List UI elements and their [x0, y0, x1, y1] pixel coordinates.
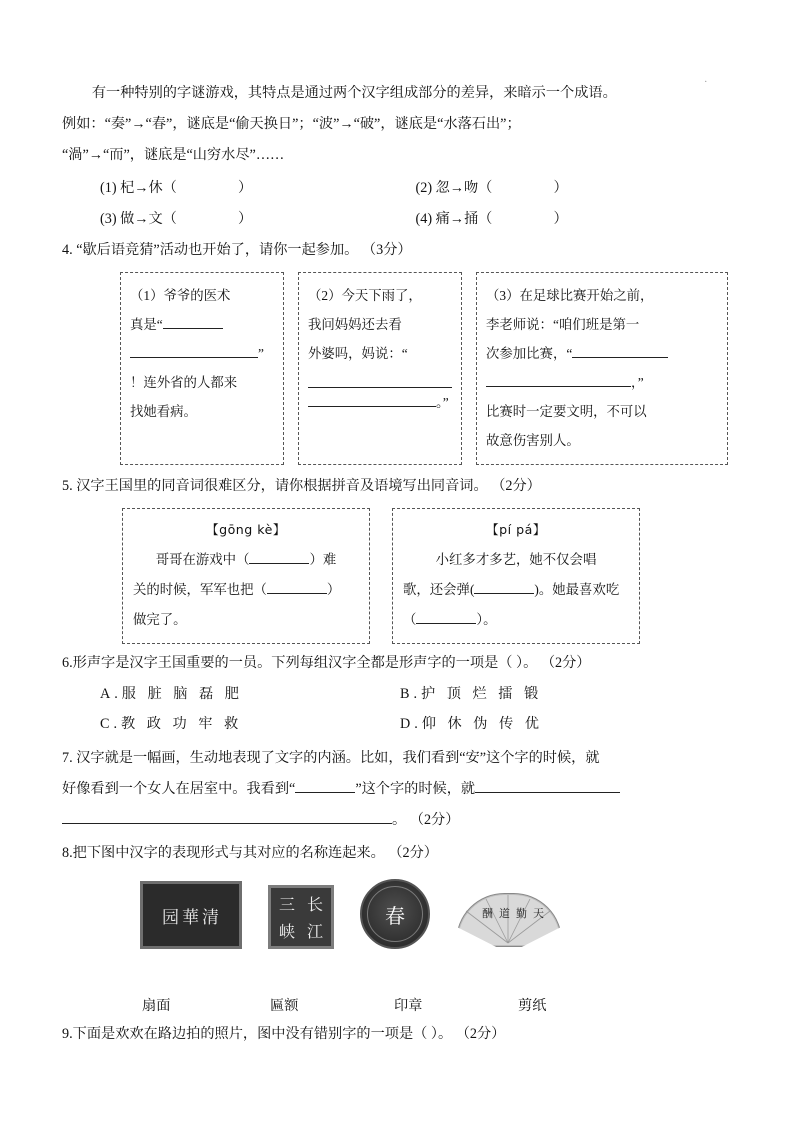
question-7-blank-2[interactable]	[475, 778, 620, 793]
riddle-item-4	[416, 204, 732, 235]
question-6-option-b[interactable]: B.护 顶 烂 擂 锻	[400, 686, 543, 702]
riddle-label-1: (1)	[100, 180, 117, 196]
question-4-text: 4. “歇后语竞猜”活动也开始了，请你一起参加。	[62, 242, 359, 258]
riddle-text-2: 忽→吻（	[435, 180, 493, 196]
q4-box2-line3: 外婆吗，妈说：“	[308, 346, 408, 361]
question-7-line-1: 7. 汉字就是一幅画，生动地表现了文字的内涵。比如，我们看到“安”这个字的时候，就	[62, 750, 600, 766]
riddle-item-3	[100, 204, 416, 235]
question-8-label-row	[142, 995, 731, 1015]
q5-box2-line2	[403, 575, 629, 605]
q4-box1-line4: ！连外省的人都来	[130, 375, 238, 390]
q4-box3-blank-1[interactable]	[572, 344, 668, 358]
question-7-line-3	[62, 805, 731, 836]
q4-box2-line2: 我问妈妈还去看	[308, 317, 402, 332]
q5-box1-line2-tail: ）	[326, 582, 341, 597]
question-6-text: 6.形声字是汉字王国重要的一员。下列每组汉字全都是形声字的一项是（ ）。	[62, 655, 538, 671]
question-7-line-2-tail: ”这个字的时候，就	[355, 781, 476, 797]
question-7-period: 。	[392, 812, 407, 828]
riddle-close-4: ）	[553, 211, 568, 227]
q5-box2-line3-text: （	[403, 612, 417, 627]
artwork-plaque-changjiangsanxia[interactable]	[268, 885, 334, 949]
q4-box1-blank-1[interactable]	[163, 315, 223, 329]
artwork-4-char-1: 酬	[482, 908, 493, 920]
artwork-4-char-4: 天	[533, 908, 544, 920]
intro-line-3: “渦”→“而”，谜底是“山穷水尽”……	[62, 147, 285, 163]
question-6-stem	[62, 648, 731, 679]
intro-line-1: 有一种特别的字谜游戏，其特点是通过两个汉字组成部分的差异，来暗示一个成语。	[91, 85, 617, 101]
question-7-line-2-text: 好像看到一个女人在居室中。我看到“	[62, 781, 296, 797]
q4-box2-blank-line-1[interactable]	[308, 374, 452, 388]
question-5-stem	[62, 471, 731, 502]
page-corner-mark: .	[704, 74, 707, 85]
artwork-1-char-2: 華	[182, 907, 200, 927]
q4-box2-line1: （2）今天下雨了，	[308, 288, 422, 303]
q5-box2-line1: 小红多才多艺，她不仅会唱	[435, 552, 597, 567]
q4-box3-line4	[486, 368, 718, 397]
q5-box1-line2	[133, 575, 359, 605]
q4-box3-line1: （3）在足球比赛开始之前，	[486, 288, 654, 303]
q4-box2-blank-2[interactable]	[308, 393, 436, 407]
artwork-2-char-4: 江	[306, 924, 323, 941]
riddle-text-3: 做→文（	[120, 211, 177, 227]
riddle-label-2: (2)	[415, 180, 433, 196]
q4-box3-line3-text: 次参加比赛，“	[486, 346, 573, 361]
q5-box2-line2-tail: )。她最喜欢吃	[534, 582, 620, 597]
question-4-score: （3分）	[361, 242, 412, 258]
intro-line-2: 例如：“奏”→“春”，谜底是“偷天换日”；“波”→“破”，谜底是“水落石出”；	[62, 116, 521, 132]
q4-box2-line5	[308, 388, 452, 417]
label-yinzhang[interactable]: 印章	[394, 998, 423, 1014]
question-5-score: （2分）	[491, 478, 541, 494]
q5-box1-line3: 做完了。	[133, 612, 187, 627]
riddle-close-1: ）	[237, 180, 253, 196]
riddle-item-2	[416, 173, 732, 204]
artwork-3-char-1: 春	[385, 905, 405, 928]
q5-box2-line2-text: 歌，还会弹(	[403, 582, 475, 597]
riddle-text-1: 杞→休（	[120, 180, 177, 196]
artwork-4-char-3: 勤	[516, 908, 527, 920]
q4-box1-quote-close: ”	[258, 346, 264, 361]
riddle-label-4: (4)	[415, 211, 433, 227]
question-8-artwork-row	[140, 879, 731, 949]
q5-box1-blank-1[interactable]	[249, 550, 309, 564]
q4-box1-line2	[130, 310, 274, 339]
q4-box1-line5: 找她看病。	[130, 404, 197, 419]
label-bian-e[interactable]: 匾额	[270, 998, 299, 1014]
question-6-options-row-1	[100, 679, 731, 709]
q5-box2-pinyin: 【pí pá】	[486, 522, 546, 537]
artwork-1-char-3: 清	[202, 907, 220, 927]
question-7-blank-1[interactable]	[295, 778, 355, 793]
q5-box1-line2-text: 关的时候，军军也把（	[133, 582, 267, 597]
q5-box2-blank-1[interactable]	[474, 580, 534, 594]
question-7-blank-3[interactable]	[62, 809, 392, 824]
label-shanmian[interactable]: 扇面	[142, 998, 171, 1014]
artwork-2-char-2: 长	[306, 897, 323, 914]
question-8-score: （2分）	[388, 845, 438, 861]
artwork-4-char-2: 道	[499, 908, 510, 920]
q4-box-2[interactable]	[298, 272, 462, 465]
riddle-label-3: (3)	[100, 211, 117, 227]
q4-box3-line6: 故意伤害别人。	[486, 433, 580, 448]
question-6-option-d[interactable]: D.仰 休 伪 传 优	[400, 716, 543, 732]
riddle-item-1	[100, 173, 416, 204]
q5-box2-line3-tail: ）。	[476, 612, 497, 627]
question-6-options-row-2	[100, 709, 731, 739]
riddle-close-2: ）	[553, 180, 568, 196]
question-6-option-a[interactable]: A.服 脏 脑 磊 肥	[100, 686, 243, 702]
artwork-4-chars	[482, 905, 544, 921]
riddle-close-3: ）	[237, 211, 253, 227]
artwork-1-chars	[162, 903, 220, 928]
q5-box-2[interactable]	[392, 508, 640, 644]
riddle-text-4: 痛→捅（	[435, 211, 493, 227]
question-5-text: 5. 汉字王国里的同音词很难区分，请你根据拼音及语境写出同音词。	[62, 478, 488, 494]
question-8-stem	[62, 838, 731, 869]
question-7-score: （2分）	[409, 812, 460, 828]
q5-box1-blank-2[interactable]	[267, 580, 327, 594]
question-4-boxes	[120, 272, 731, 465]
q4-box2-close: 。”	[436, 395, 449, 411]
artwork-round-seal-chun[interactable]	[360, 879, 430, 949]
q4-box3-close: ，”	[631, 375, 644, 390]
q5-box-1[interactable]	[122, 508, 370, 644]
riddle-grid	[100, 173, 731, 235]
question-5-boxes	[122, 508, 731, 644]
q4-box1-blank-2[interactable]	[130, 344, 258, 358]
artwork-2-char-1: 三	[278, 897, 295, 914]
q5-box1-pinyin: 【gōng kè】	[206, 522, 286, 537]
question-8-text: 8.把下图中汉字的表现形式与其对应的名称连起来。	[62, 845, 385, 861]
question-9-score: （2分）	[455, 1026, 506, 1042]
q4-box-1[interactable]	[120, 272, 284, 465]
q4-box-3[interactable]	[476, 272, 728, 465]
artwork-1-char-1: 园	[162, 907, 180, 927]
q4-box3-blank-2[interactable]	[486, 373, 631, 387]
question-9-stem	[62, 1019, 731, 1050]
question-6-score: （2分）	[540, 655, 591, 671]
q5-box1-line1	[133, 545, 359, 575]
q4-box3-line5: 比赛时一定要文明，不可以	[486, 404, 647, 419]
label-jianzhi[interactable]: 剪纸	[518, 998, 547, 1014]
artwork-plaque-qinghuayuan[interactable]	[140, 881, 242, 949]
question-9-text: 9.下面是欢欢在路边拍的照片，图中没有错别字的一项是（ ）。	[62, 1026, 453, 1042]
q4-box1-line2-text: 真是“	[130, 317, 163, 332]
q4-box1-line3	[130, 339, 274, 368]
q4-box1-line1: （1）爷爷的医术	[130, 288, 231, 303]
q5-box1-line1-text: 哥哥在游戏中（	[155, 552, 250, 567]
artwork-2-char-3: 峡	[278, 924, 295, 941]
q4-box3-line2: 李老师说：“咱们班是第一	[486, 317, 640, 332]
q5-box1-line1-tail: ）难	[309, 552, 337, 567]
q4-box3-line3	[486, 339, 718, 368]
artwork-fan[interactable]	[456, 893, 560, 949]
q5-box2-blank-2[interactable]	[416, 610, 476, 624]
q4-box2-blank-1[interactable]	[308, 374, 452, 388]
question-7-line-2	[62, 774, 731, 805]
question-6-option-c[interactable]: C.教 政 功 牢 救	[100, 716, 243, 732]
q5-box2-line3	[403, 605, 629, 635]
question-4-stem	[62, 235, 731, 266]
